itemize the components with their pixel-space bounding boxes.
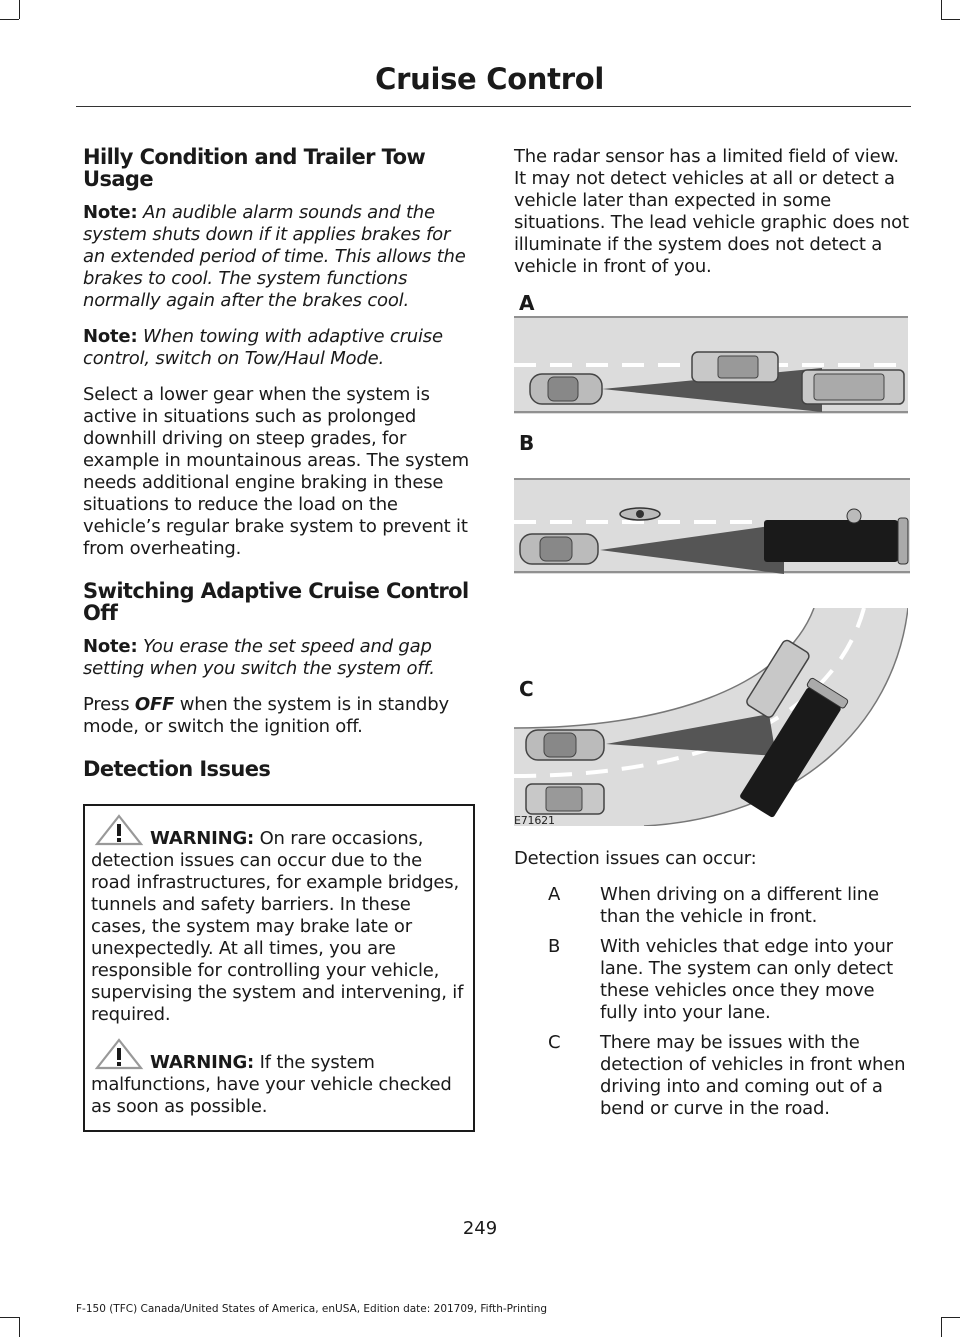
paragraph-press-off	[83, 694, 475, 738]
note-tow-haul	[83, 326, 475, 370]
warning-triangle-icon	[94, 814, 144, 846]
crop-mark	[941, 19, 960, 20]
detection-figure	[514, 292, 910, 832]
warning-text: detection issues can occur due to the road infrastructures, for example bridges, tunnels and safety barriers. In these cases, the system may brake late or unexpectedly. At all times, you are responsible for controlling your vehicle, supervising the system and intervening, if required.	[91, 850, 464, 1025]
figure-label-b: B	[519, 431, 535, 455]
figure-label-a: A	[519, 291, 535, 315]
motorcycle-icon	[620, 508, 660, 520]
note-text: When towing with adaptive cruise control, switch on Tow/Haul Mode.	[83, 326, 443, 369]
detection-list	[514, 884, 910, 1120]
left-column	[83, 146, 475, 1132]
note-text: An audible alarm sounds and the system shuts down if it applies brakes for an extended period of time. This allows the brakes to cool. The system functions normally again after the brakes cool.	[83, 202, 466, 311]
paragraph-lower-gear: Select a lower gear when the system is active in situations such as prolonged downhill driving on steep grades, for example in mountainous areas. The system needs additional engine braking in these situations to reduce the load on the vehicle’s regular brake system to prevent it from overheating.	[83, 384, 469, 559]
scenario-a-illustration	[514, 316, 908, 414]
crop-mark	[0, 1317, 19, 1318]
press-post: when the system is in standby mode, or switch the ignition off.	[83, 694, 449, 737]
warning-detection	[91, 828, 465, 1026]
heading-detection-issues: Detection Issues	[83, 757, 271, 781]
figure-label-c: C	[519, 677, 534, 701]
warning-lead: On rare occasions,	[259, 828, 424, 849]
warning-label: WARNING:	[150, 828, 255, 849]
page-title: Cruise Control	[375, 62, 604, 96]
item-text: There may be issues with the detection of vehicles in front when driving into and coming out of a bend or curve in the road.	[600, 1032, 906, 1119]
right-column	[514, 146, 910, 1128]
lead-vehicle-icon	[692, 352, 778, 382]
note-text: You erase the set speed and gap setting when you switch the system off.	[83, 636, 435, 679]
item-label: C	[548, 1032, 561, 1053]
crop-mark	[0, 19, 19, 20]
warning-box	[83, 804, 475, 1132]
car-icon	[530, 374, 602, 404]
crop-mark	[941, 0, 942, 19]
scenario-b-illustration	[514, 478, 910, 574]
warning-text: malfunctions, have your vehicle checked as soon as possible.	[91, 1074, 452, 1117]
list-item	[514, 1032, 910, 1120]
truck-icon	[802, 370, 904, 404]
item-label: B	[548, 936, 561, 957]
heading-hilly-condition: Hilly Condition and Trailer Tow Usage	[83, 145, 426, 191]
crop-mark	[941, 1317, 960, 1318]
press-pre: Press	[83, 694, 130, 715]
footer-text: F-150 (TFC) Canada/United States of America, enUSA, Edition date: 201709, Fifth-Printing	[76, 1303, 548, 1315]
off-key: OFF	[134, 694, 175, 715]
item-label: A	[548, 884, 561, 905]
note-label: Note:	[83, 636, 138, 657]
car-icon	[526, 730, 604, 760]
car-icon	[520, 534, 598, 564]
warning-label: WARNING:	[150, 1052, 255, 1073]
item-text: When driving on a different line than the vehicle in front.	[600, 884, 879, 927]
crop-mark	[941, 1317, 942, 1337]
crop-mark	[19, 1317, 20, 1337]
note-erase-speed	[83, 636, 475, 680]
page-number: 249	[462, 1218, 498, 1239]
crop-mark	[19, 0, 20, 19]
note-label: Note:	[83, 326, 138, 347]
warning-lead: If the system	[259, 1052, 375, 1073]
warning-malfunction	[91, 1052, 465, 1118]
list-item	[514, 884, 910, 928]
scenario-c-illustration	[514, 608, 908, 826]
note-label: Note:	[83, 202, 138, 223]
warning-triangle-icon	[94, 1038, 144, 1070]
title-rule	[76, 106, 911, 107]
heading-switching-off: Switching Adaptive Cruise Control Off	[83, 579, 469, 625]
note-alarm	[83, 202, 475, 312]
figure-code: E71621	[514, 814, 555, 827]
list-item	[514, 936, 910, 1024]
detection-intro: Detection issues can occur:	[514, 848, 757, 869]
item-text: With vehicles that edge into your lane. The system can only detect these vehicles once they move fully into your lane.	[600, 936, 893, 1023]
paragraph-radar: The radar sensor has a limited field of view. It may not detect vehicles at all or detect a vehicle later than expected in some situations. The lead vehicle graphic does not illuminate if the system does not detect a vehicle in front of you.	[514, 146, 909, 277]
